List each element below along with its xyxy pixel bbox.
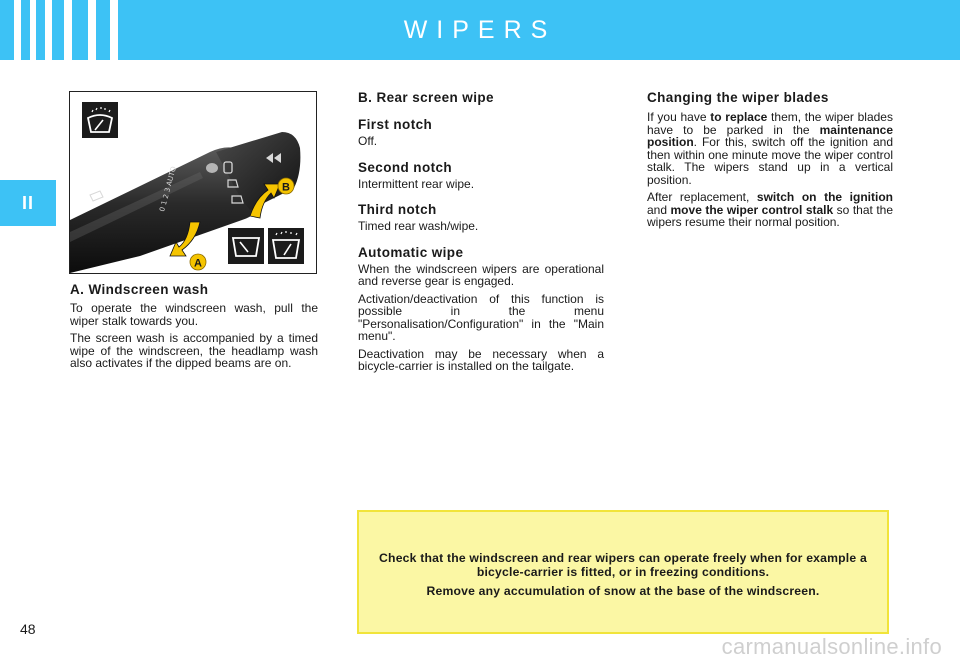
changing-wiper-blades-section — [647, 90, 893, 234]
paragraph: If you have to replace them, the wiper blades have to be parked in the maintenance position. For this, switch off the ignition and then within one minute move the wiper control stalk. The wipers stand up in a vertical position. — [647, 110, 893, 187]
wiper-stalk-illustration — [70, 92, 316, 273]
page-header — [0, 0, 960, 60]
watermark: carmanualsonline.info — [721, 634, 942, 659]
paragraph: Deactivation may be necessary when a bicycle-carrier is installed on the tailgate. — [358, 346, 604, 373]
label-a: A — [194, 257, 202, 270]
windscreen-washer-icon — [82, 102, 118, 138]
rear-wiper-washer-icon — [268, 228, 304, 264]
paragraph: Intermittent rear wipe. — [358, 176, 475, 191]
notice-text: Check that the windscreen and rear wipers can operate freely when for example a bicycle-carrier is fitted, or in freezing conditions. — [379, 551, 867, 579]
label-b: B — [282, 181, 290, 194]
front-wiper-icon — [228, 228, 264, 264]
subheading: Third notch — [358, 202, 437, 217]
paragraph: Off. — [358, 134, 378, 148]
subheading: Second notch — [358, 159, 453, 175]
notice-text: Remove any accumulation of snow at the base of the windscreen. — [426, 584, 820, 598]
windscreen-wash-section — [70, 282, 318, 375]
subheading: First notch — [358, 117, 433, 132]
paragraph: Timed rear wash/wipe. — [358, 219, 479, 233]
paragraph: To operate the windscreen wash, pull the wiper stalk towards you. — [70, 301, 318, 328]
rear-screen-wipe-section — [358, 90, 604, 378]
paragraph: Activation/deactivation of this function is possible in the menu "Personalisation/Configuration" in the "Main menu". — [358, 291, 604, 343]
section-heading: B. Rear screen wipe — [358, 90, 494, 105]
section-heading: Changing the wiper blades — [647, 90, 829, 105]
page-number: 48 — [20, 621, 36, 637]
chapter-tab: II — [0, 180, 56, 226]
stalk-positions-label: 0 1 2 3 AUTO — [158, 165, 178, 213]
paragraph: When the windscreen wipers are operational and reverse gear is engaged. — [358, 261, 604, 288]
wiper-stalk-figure — [69, 91, 317, 274]
paragraph: After replacement, switch on the ignition and move the wiper control stalk so that the wipers resume their normal position. — [647, 190, 894, 229]
subheading: Automatic wipe — [358, 244, 464, 260]
section-heading: A. Windscreen wash — [70, 282, 209, 297]
stalk-button — [206, 163, 218, 173]
safety-notice-box — [357, 510, 889, 634]
paragraph: The screen wash is accompanied by a timed wipe of the windscreen, the headlamp wash also activates if the dipped beams are on. — [70, 331, 318, 370]
page-title: WIPERS — [403, 16, 557, 44]
